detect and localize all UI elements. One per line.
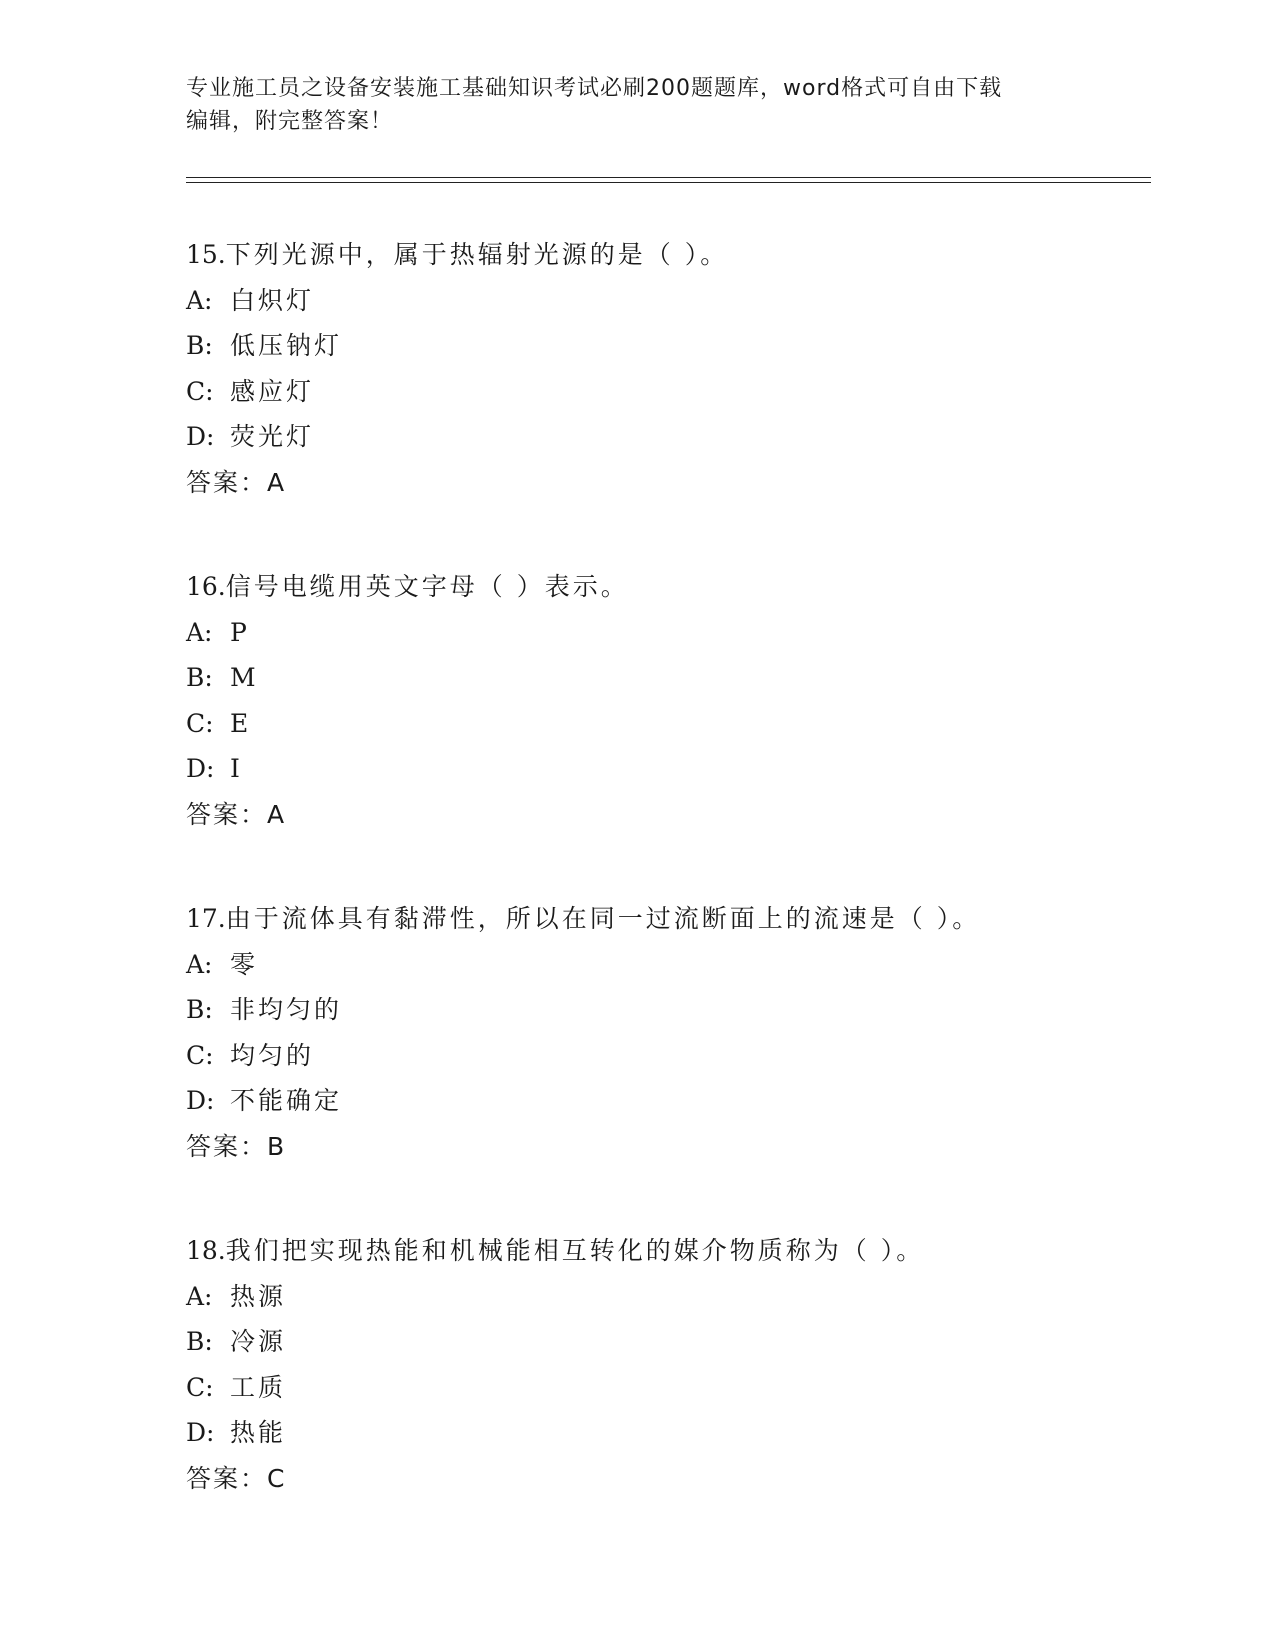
- question-number: 16.: [186, 572, 226, 601]
- option-letter: A:: [186, 1281, 213, 1311]
- option-letter: D:: [186, 1418, 215, 1447]
- option-letter: A:: [186, 617, 213, 647]
- option-d: [186, 414, 1146, 460]
- answer-line: 答案：A: [186, 467, 287, 497]
- question-stem: [186, 564, 1146, 610]
- option-text: 热能: [230, 1418, 287, 1447]
- option-text: 非均匀的: [230, 995, 343, 1024]
- question-text: 由于流体具有黏滞性，所以在同一过流断面上的流速是（ ）。: [225, 904, 981, 933]
- option-a: [186, 278, 1146, 324]
- option-text: 低压钠灯: [230, 331, 343, 360]
- option-letter: D:: [186, 1086, 215, 1115]
- option-a: [186, 1274, 1146, 1320]
- question-number: 18.: [186, 1236, 226, 1265]
- option-a: [186, 942, 1146, 988]
- option-text: 白炽灯: [230, 285, 315, 315]
- option-letter: A:: [186, 285, 213, 315]
- option-letter: B:: [186, 663, 213, 692]
- option-a: [186, 610, 1146, 656]
- question-15: [186, 232, 1146, 505]
- option-letter: D:: [186, 422, 215, 451]
- option-b: [186, 1319, 1146, 1365]
- option-d: [186, 746, 1146, 792]
- question-16: [186, 564, 1146, 837]
- option-text: 冷源: [230, 1327, 287, 1356]
- option-letter: C:: [186, 376, 214, 406]
- question-number: 17.: [186, 904, 226, 933]
- option-letter: A:: [186, 949, 213, 979]
- header-title-line-2: 编辑，附完整答案！: [186, 109, 394, 134]
- option-b: [186, 987, 1146, 1033]
- option-letter: B:: [186, 995, 213, 1024]
- option-text: P: [230, 617, 250, 647]
- option-text: E: [230, 708, 252, 738]
- option-letter: B:: [186, 331, 213, 360]
- header-divider-bottom: [186, 182, 1151, 183]
- option-letter: D:: [186, 754, 215, 783]
- option-text: 零: [230, 949, 259, 979]
- answer-line: 答案：A: [186, 799, 287, 829]
- document-header: [186, 72, 1066, 138]
- option-c: [186, 1365, 1146, 1411]
- question-stem: [186, 232, 1146, 278]
- option-text: 工质: [230, 1372, 287, 1402]
- option-letter: C:: [186, 1040, 214, 1070]
- option-text: M: [230, 663, 259, 692]
- question-text: 信号电缆用英文字母（ ）表示。: [225, 572, 629, 601]
- option-d: [186, 1410, 1146, 1456]
- header-title-line-1: 专业施工员之设备安装施工基础知识考试必刷200题题库，word格式可自由下载: [186, 76, 1003, 101]
- question-18: [186, 1228, 1146, 1501]
- question-number: 15.: [186, 240, 226, 269]
- answer-line: 答案：B: [186, 1131, 287, 1161]
- option-text: 荧光灯: [230, 422, 315, 451]
- option-letter: C:: [186, 1372, 214, 1402]
- question-text: 下列光源中，属于热辐射光源的是（ ）。: [225, 240, 729, 269]
- question-17: [186, 896, 1146, 1169]
- option-d: [186, 1078, 1146, 1124]
- option-text: 感应灯: [230, 376, 315, 406]
- option-text: I: [230, 754, 243, 783]
- option-text: 均匀的: [230, 1040, 315, 1070]
- option-text: 热源: [230, 1281, 287, 1311]
- header-divider-top: [186, 177, 1151, 178]
- question-text: 我们把实现热能和机械能相互转化的媒介物质称为（ ）。: [225, 1236, 925, 1265]
- answer-line: 答案：C: [186, 1463, 287, 1493]
- question-list: [186, 232, 1146, 1560]
- option-c: [186, 369, 1146, 415]
- question-stem: [186, 1228, 1146, 1274]
- question-stem: [186, 896, 1146, 942]
- option-text: 不能确定: [230, 1086, 343, 1115]
- option-b: [186, 323, 1146, 369]
- option-b: [186, 655, 1146, 701]
- option-letter: B:: [186, 1327, 213, 1356]
- option-c: [186, 1033, 1146, 1079]
- option-c: [186, 701, 1146, 747]
- option-letter: C:: [186, 708, 214, 738]
